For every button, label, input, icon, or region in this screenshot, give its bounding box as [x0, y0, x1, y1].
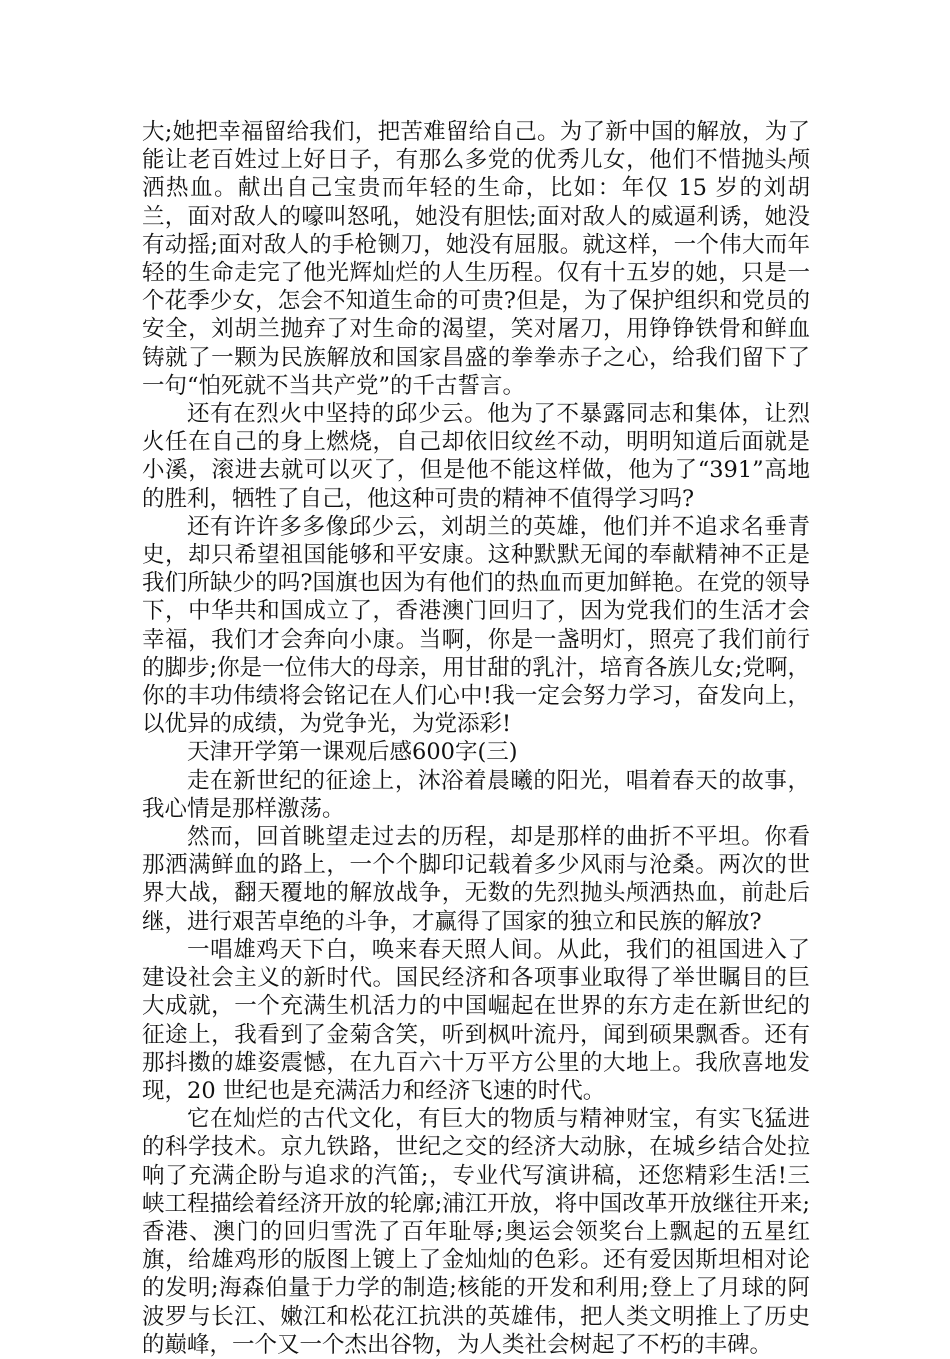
- paragraph-2: 还有在烈火中坚持的邱少云。他为了不暴露同志和集体，让烈火任在自己的身上燃烧，自己却依旧纹丝不动，明明知道后面就是小溪，滚进去就可以灭了，但是他不能这样做，他为了“391”高地的胜利，牺牲了自己，他这种可贵的精神不值得学习吗?: [142, 401, 810, 512]
- paragraph-5: 然而，回首眺望走过去的历程，却是那样的曲折不平坦。你看那洒满鲜血的路上，一个个脚印记载着多少风雨与沧桑。两次的世界大战，翻天覆地的解放战争，无数的先烈抛头颅洒热血，前赴后继，进行艰苦卓绝的斗争，才赢得了国家的独立和民族的解放?: [142, 824, 810, 935]
- paragraph-4: 走在新世纪的征途上，沐浴着晨曦的阳光，唱着春天的故事，我心情是那样激荡。: [142, 767, 810, 822]
- paragraph-1: 大;她把幸福留给我们，把苦难留给自己。为了新中国的解放，为了能让老百姓过上好日子，有那么多党的优秀儿女，他们不惜抛头颅洒热血。献出自己宝贵而年轻的生命，比如：年仅 15 岁的刘胡兰，面对敌人的嚎叫怒吼，她没有胆怯;面对敌人的威逼利诱，她没有动摇;面对敌人的手枪铡刀，她没有屈服。就这样，一个伟大而年轻的生命走完了他光辉灿烂的人生历程。仅有十五岁的她，只是一个花季少女，怎会不知道生命的可贵?但是，为了保护组织和党员的安全，刘胡兰抛弃了对生命的渴望，笑对屠刀，用铮铮铁骨和鲜血铸就了一颗为民族解放和国家昌盛的拳拳赤子之心，给我们留下了一句“怕死就不当共产党”的千古誓言。: [142, 119, 810, 399]
- document-page: [142, 118, 810, 1359]
- section-heading: 天津开学第一课观后感600字(三): [187, 739, 518, 766]
- paragraph-3: 还有许许多多像邱少云，刘胡兰的英雄，他们并不追求名垂青史，却只希望祖国能够和平安康。这种默默无闻的奉献精神不正是我们所缺少的吗?国旗也因为有他们的热血而更加鲜艳。在党的领导下，中华共和国成立了，香港澳门回归了，因为党我们的生活才会幸福，我们才会奔向小康。当啊，你是一盏明灯，照亮了我们前行的脚步;你是一位伟大的母亲，用甘甜的乳汁，培育各族儿女;党啊，你的丰功伟绩将会铭记在人们心中!我一定会努力学习，奋发向上，以优异的成绩，为党争光，为党添彩!: [142, 513, 810, 738]
- paragraph-7: 它在灿烂的古代文化，有巨大的物质与精神财宝，有实飞猛进的科学技术。京九铁路，世纪之交的经济大动脉，在城乡结合处拉响了充满企盼与追求的汽笛;，专业代写演讲稿，还您精彩生活!三峡工程描绘着经济开放的轮廓;浦江开放，将中国改革开放继往开来;香港、澳门的回归雪洗了百年耻辱;奥运会领奖台上飘起的五星红旗，给雄鸡形的版图上镀上了金灿灿的色彩。还有爱因斯坦相对论的发明;海森伯量于力学的制造;核能的开发和利用;登上了月球的阿波罗与长江、嫩江和松花江抗洪的英雄伟，把人类文明推上了历史的巅峰，一个又一个杰出谷物，为人类社会树起了不朽的丰碑。: [142, 1106, 810, 1358]
- paragraph-6: 一唱雄鸡天下白，唤来春天照人间。从此，我们的祖国进入了建设社会主义的新时代。国民经济和各项事业取得了举世瞩目的巨大成就，一个充满生机活力的中国崛起在世界的东方走在新世纪的征途上，我看到了金菊含笑，听到枫叶流丹，闻到硕果飘香。还有那抖擞的雄姿震憾，在九百六十万平方公里的大地上。我欣喜地发现，20 世纪也是充满活力和经济飞速的时代。: [142, 936, 810, 1104]
